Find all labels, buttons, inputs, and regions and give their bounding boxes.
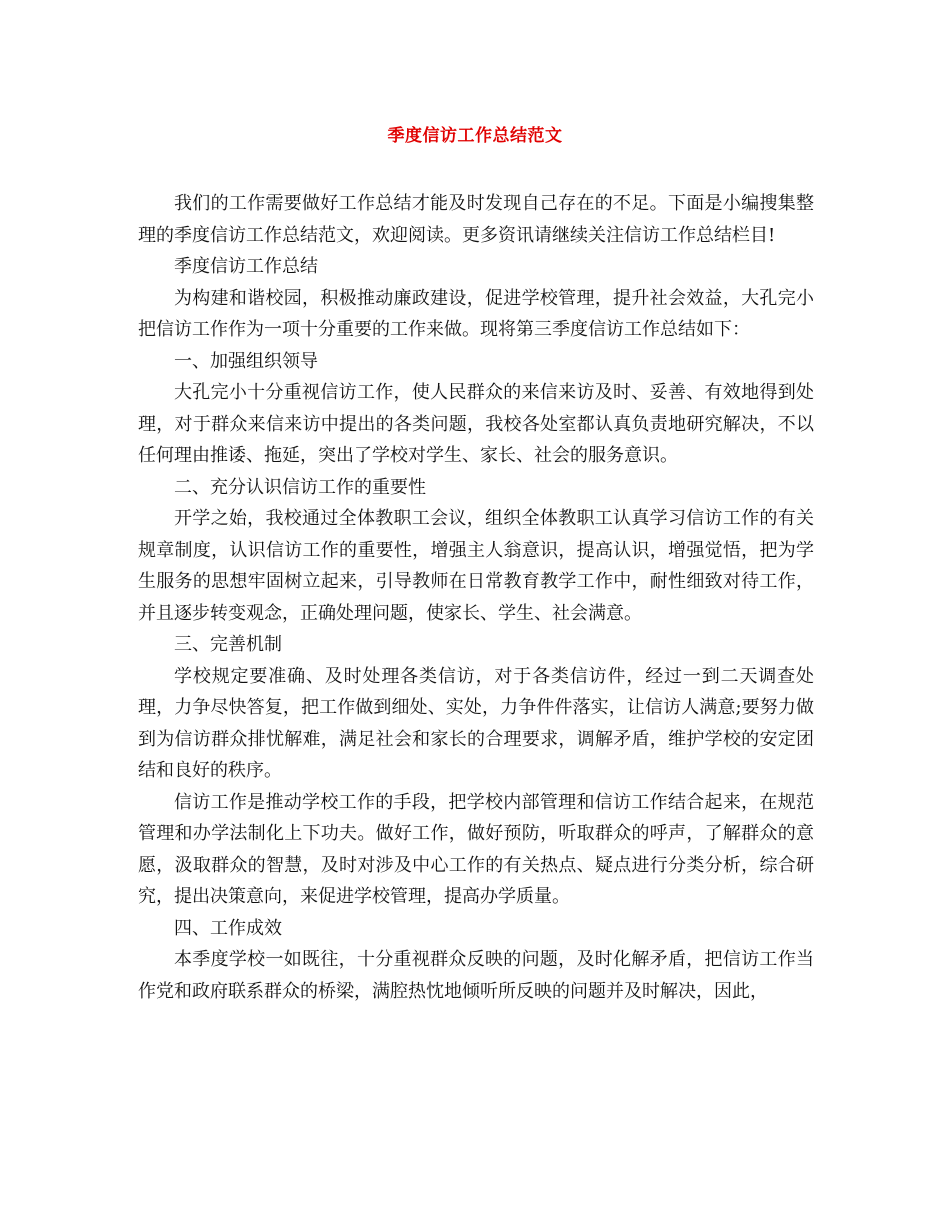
section-2-paragraph: 开学之始，我校通过全体教职工会议，组织全体教职工认真学习信访工作的有关规章制度，认识信访工作的重要性，增强主人翁意识，提高认识，增强觉悟，把为学生服务的思想牢固树立起来，引导教师在日常教育教学工作中，耐性细致对待工作，并且逐步转变观念，正确处理问题，使家长、学生、社会满意。 bbox=[138, 508, 814, 624]
section-1-paragraph: 大孔完小十分重视信访工作，使人民群众的来信来访及时、妥善、有效地得到处理，对于群众来信来访中提出的各类问题，我校各处室都认真负责地研究解决，不以任何理由推诿、拖延，突出了学校对学生、家长、社会的服务意识。 bbox=[138, 382, 814, 466]
section-4-paragraph: 本季度学校一如既往，十分重视群众反映的问题，及时化解矛盾，把信访工作当作党和政府联系群众的桥梁，满腔热忱地倾听所反映的问题并及时解决，因此， bbox=[138, 949, 814, 1002]
section-3-paragraph-1: 学校规定要准确、及时处理各类信访，对于各类信访件，经过一到二天调查处理，力争尽快答复，把工作做到细处、实处，力争件件落实，让信访人满意;要努力做到为信访群众排忧解难，满足社会和家长的合理要求，调解矛盾，维护学校的安定团结和良好的秩序。 bbox=[138, 665, 814, 781]
section-heading-3: 三、完善机制 bbox=[174, 634, 282, 655]
section-3-paragraph-2: 信访工作是推动学校工作的手段，把学校内部管理和信访工作结合起来，在规范管理和办学法制化上下功夫。做好工作，做好预防，听取群众的呼声，了解群众的意愿，汲取群众的智慧，及时对涉及中心工作的有关热点、疑点进行分类分析，综合研究，提出决策意向，来促进学校管理，提高办学质量。 bbox=[138, 791, 814, 907]
opening-paragraph: 为构建和谐校园，积极推动廉政建设，促进学校管理，提升社会效益，大孔完小把信访工作作为一项十分重要的工作来做。现将第三季度信访工作总结如下： bbox=[138, 287, 814, 340]
intro-paragraph: 我们的工作需要做好工作总结才能及时发现自己存在的不足。下面是小编搜集整理的季度信访工作总结范文，欢迎阅读。更多资讯请继续关注信访工作总结栏目! bbox=[138, 193, 814, 246]
section-heading-2: 二、充分认识信访工作的重要性 bbox=[174, 476, 426, 498]
section-heading-summary: 季度信访工作总结 bbox=[174, 256, 318, 277]
section-heading-1: 一、加强组织领导 bbox=[174, 350, 318, 372]
section-heading-4: 四、工作成效 bbox=[174, 917, 282, 939]
document-title: 季度信访工作总结范文 bbox=[387, 126, 563, 146]
document-body bbox=[138, 188, 814, 1007]
